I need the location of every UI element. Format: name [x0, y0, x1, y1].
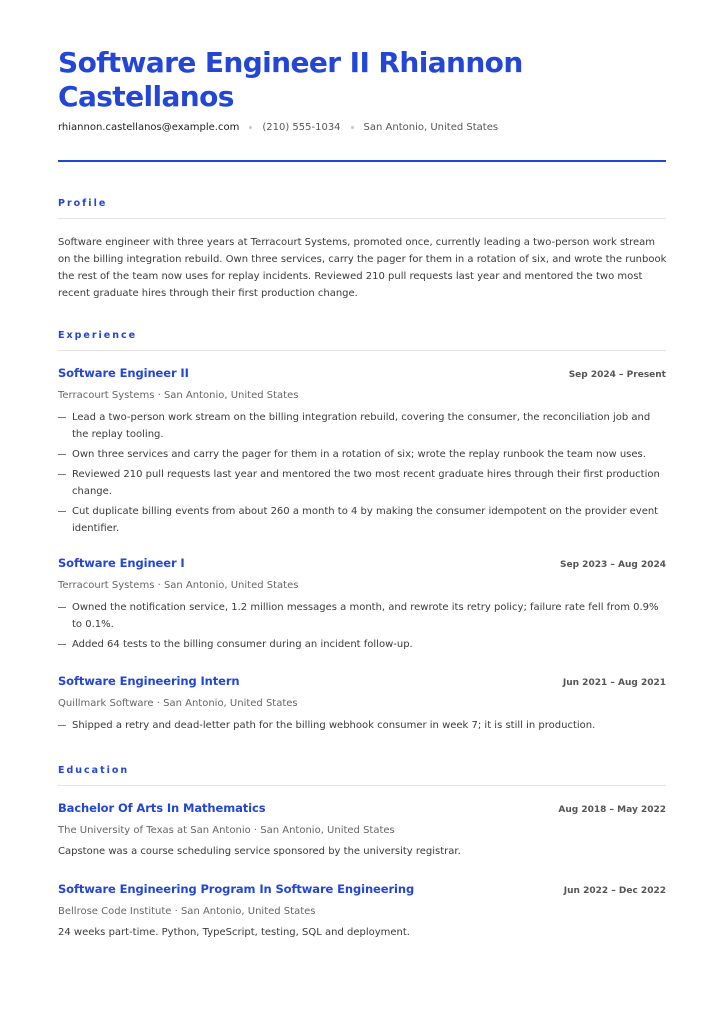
section-divider: [58, 350, 666, 351]
experience-entry: [58, 556, 666, 656]
job-employer: Quillmark Software · San Antonio, United States: [58, 698, 298, 709]
job-dates: Sep 2023 – Aug 2024: [560, 560, 666, 570]
section-title-profile: Profile: [58, 198, 108, 209]
bullet-item: Lead a two-person work stream on the billing integration rebuild, covering the consumer, the reconciliation job and the replay tooling.: [58, 409, 666, 443]
section-divider: [58, 218, 666, 219]
experience-entry: [58, 366, 666, 540]
bullet-item: Shipped a retry and dead-letter path for the billing webhook consumer in week 7; it is still in production.: [58, 717, 666, 734]
job-employer: Terracourt Systems · San Antonio, United States: [58, 390, 299, 401]
job-bullets: [58, 409, 666, 537]
degree-title: Software Engineering Program In Software Engineering: [58, 882, 415, 896]
section-divider: [58, 785, 666, 786]
degree-title: Bachelor Of Arts In Mathematics: [58, 801, 266, 815]
education-entry: [58, 882, 666, 941]
job-employer: Terracourt Systems · San Antonio, United States: [58, 580, 299, 591]
section-title-experience: Experience: [58, 330, 138, 341]
school-name: Bellrose Code Institute · San Antonio, United States: [58, 906, 316, 917]
education-dates: Jun 2022 – Dec 2022: [563, 886, 666, 896]
bullet-item: Added 64 tests to the billing consumer during an incident follow-up.: [58, 636, 666, 653]
separator-dot: [249, 126, 252, 129]
job-bullets: [58, 599, 666, 653]
job-title: Software Engineer II: [58, 366, 189, 380]
bullet-item: Owned the notification service, 1.2 million messages a month, and rewrote its retry policy; failure rate fell from 0.9% to 0.1%.: [58, 599, 666, 633]
phone-text: (210) 555-1034: [262, 122, 341, 133]
job-title: Software Engineer I: [58, 556, 185, 570]
section-title-education: Education: [58, 765, 130, 776]
job-title: Software Engineering Intern: [58, 674, 240, 688]
email-text: rhiannon.castellanos@example.com: [58, 122, 240, 133]
education-entry: [58, 801, 666, 860]
location-text: San Antonio, United States: [363, 122, 499, 133]
education-detail: Capstone was a course scheduling service sponsored by the university registrar.: [58, 846, 461, 857]
contact-line: [58, 122, 498, 133]
job-dates: Sep 2024 – Present: [568, 370, 666, 380]
bullet-item: Own three services and carry the pager for them in a rotation of six; wrote the replay runbook the team now uses.: [58, 446, 666, 463]
experience-entry: [58, 674, 666, 737]
school-name: The University of Texas at San Antonio · San Antonio, United States: [58, 825, 395, 836]
separator-dot: [351, 126, 354, 129]
bullet-item: Reviewed 210 pull requests last year and mentored the two most recent graduate hires through their first production change.: [58, 466, 666, 500]
job-bullets: [58, 717, 666, 734]
candidate-name: Software Engineer II Rhiannon Castellanos: [58, 46, 523, 113]
education-dates: Aug 2018 – May 2022: [558, 805, 666, 815]
education-detail: 24 weeks part-time. Python, TypeScript, testing, SQL and deployment.: [58, 927, 410, 938]
header-divider: [58, 160, 666, 162]
profile-summary: Software engineer with three years at Terracourt Systems, promoted once, currently leading a two-person work stream on the billing integration rebuild. Own three services, carry the pager for them in a rotation of six, and wrote the runbook the rest of the team now uses for replay incidents. Reviewed 210 pull requests last year and mentored the two most recent graduate hires through their first production change.: [58, 237, 667, 299]
bullet-item: Cut duplicate billing events from about 260 a month to 4 by making the consumer idempotent on the provider event identifier.: [58, 503, 666, 537]
job-dates: Jun 2021 – Aug 2021: [562, 678, 666, 688]
